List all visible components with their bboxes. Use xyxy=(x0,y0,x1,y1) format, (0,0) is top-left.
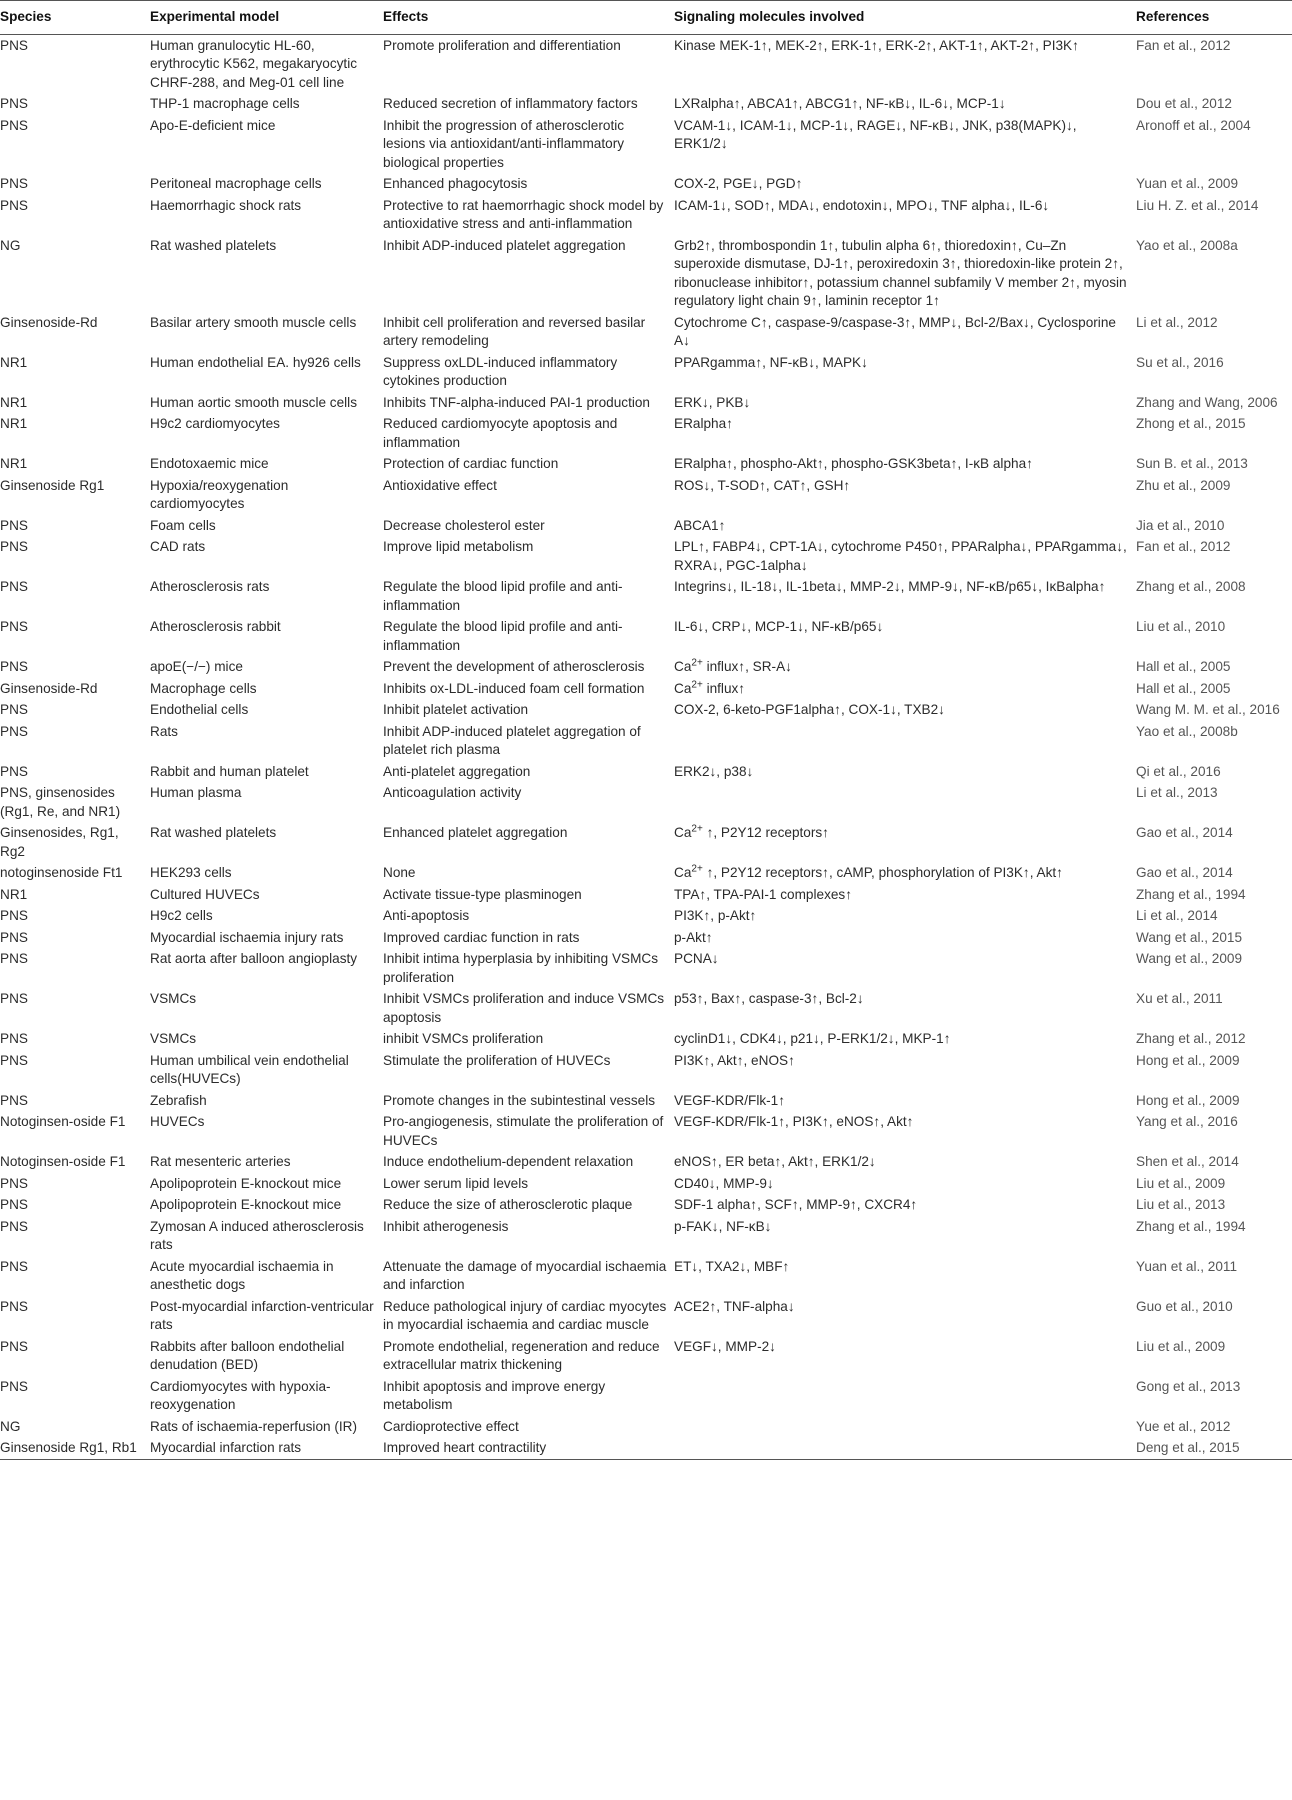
table-row xyxy=(0,1336,1292,1376)
cell-species: PNS xyxy=(0,37,28,53)
cell-effects: Anti-platelet aggregation xyxy=(383,763,531,779)
cell-species: notoginsenoside Ft1 xyxy=(0,865,123,880)
cell-species: NR1 xyxy=(0,394,28,410)
cell-species: NR1 xyxy=(0,354,28,370)
cell-experimental-model: Zebrafish xyxy=(150,1092,207,1108)
cell-reference: Zhang et al., 1994 xyxy=(1136,1218,1246,1234)
cell-signaling-molecules: ROS↓, T-SOD↑, CAT↑, GSH↑ xyxy=(674,477,851,493)
table-row xyxy=(0,1111,1292,1151)
cell-effects: Prevent the development of atherosclerosis xyxy=(383,659,645,674)
cell-species: PNS xyxy=(0,1052,28,1068)
cell-effects: Induce endothelium-dependent relaxation xyxy=(383,1154,634,1169)
cell-experimental-model: Basilar artery smooth muscle cells xyxy=(150,314,357,330)
cell-signaling-molecules xyxy=(674,1416,1136,1438)
cell-reference: Yao et al., 2008b xyxy=(1136,723,1238,739)
cell-species: PNS xyxy=(0,1298,28,1314)
cell-experimental-model: Human plasma xyxy=(150,785,242,800)
cell-signaling-molecules: Integrins↓, IL-18↓, IL-1beta↓, MMP-2↓, MMP-9↓, NF-κB/p65↓, IκBalpha↑ xyxy=(674,579,1106,594)
cell-reference: Gao et al., 2014 xyxy=(1136,865,1233,880)
table-row xyxy=(0,1173,1292,1195)
cell-species: NR1 xyxy=(0,456,28,471)
cell-signaling-molecules: $Ca^{2+}$ influx↑ xyxy=(674,678,746,696)
cell-experimental-model: HEK293 cells xyxy=(150,865,232,880)
cell-experimental-model: Post-myocardial infarction-ventricular rats xyxy=(150,1298,374,1332)
table-row xyxy=(0,475,1292,515)
cell-signaling-molecules: COX-2, PGE↓, PGD↑ xyxy=(674,176,803,191)
table-row xyxy=(0,173,1292,195)
cell-reference: Hall et al., 2005 xyxy=(1136,659,1231,674)
cell-effects: Antioxidative effect xyxy=(383,477,497,493)
cell-experimental-model: Atherosclerosis rabbit xyxy=(150,619,281,634)
cell-effects: Reduced cardiomyocyte apoptosis and inflammation xyxy=(383,416,618,450)
cell-effects: Anticoagulation activity xyxy=(383,785,522,800)
header-experimental-model: Experimental model xyxy=(150,1,383,35)
cell-signaling-molecules: LPL↑, FABP4↓, CPT-1A↓, cytochrome P450↑, PPARalpha↓, PPARgamma↓, RXRA↓, PGC-1alpha↓ xyxy=(674,539,1127,573)
cell-species: PNS xyxy=(0,763,28,779)
cell-effects: Promote proliferation and differentiation xyxy=(383,37,621,53)
cell-reference: Zhong et al., 2015 xyxy=(1136,416,1246,431)
table-row xyxy=(0,1151,1292,1173)
cell-effects: Inhibit atherogenesis xyxy=(383,1218,509,1234)
table-row xyxy=(0,782,1292,822)
cell-signaling-molecules: ET↓, TXA2↓, MBF↑ xyxy=(674,1258,790,1274)
table-row xyxy=(0,1296,1292,1336)
cell-reference: Deng et al., 2015 xyxy=(1136,1437,1292,1459)
cell-reference: Wang M. M. et al., 2016 xyxy=(1136,702,1280,717)
cell-species: PNS xyxy=(0,1175,28,1191)
cell-signaling-molecules: TPA↑, TPA-PAI-1 complexes↑ xyxy=(674,886,853,902)
cell-species: Notoginsen-oside F1 xyxy=(0,1114,126,1129)
cell-reference: Liu H. Z. et al., 2014 xyxy=(1136,197,1259,213)
cell-signaling-molecules: p-Akt↑ xyxy=(674,929,713,945)
cell-signaling-molecules: VEGF-KDR/Flk-1↑, PI3K↑, eNOS↑, Akt↑ xyxy=(674,1114,914,1129)
cell-reference: Yao et al., 2008a xyxy=(1136,237,1238,253)
cell-experimental-model: Haemorrhagic shock rats xyxy=(150,197,302,213)
cell-effects: Protective to rat haemorrhagic shock model by antioxidative stress and anti-inflammation xyxy=(383,197,664,231)
table-row xyxy=(0,948,1292,988)
cell-species: PNS xyxy=(0,908,28,923)
cell-effects: Inhibit platelet activation xyxy=(383,702,529,717)
cell-species: Ginsenoside Rg1, Rb1 xyxy=(0,1437,150,1459)
cell-effects: Inhibit ADP-induced platelet aggregation xyxy=(383,237,626,253)
cell-species: PNS xyxy=(0,1338,28,1354)
cell-experimental-model: Hypoxia/reoxygenation cardiomyocytes xyxy=(150,477,289,511)
cell-reference: Yue et al., 2012 xyxy=(1136,1418,1231,1434)
cell-reference: Li et al., 2012 xyxy=(1136,314,1218,330)
cell-signaling-molecules xyxy=(674,1437,1136,1459)
cell-effects: Promote endothelial, regeneration and reduce extracellular matrix thickening xyxy=(383,1338,660,1372)
cell-experimental-model: Human aortic smooth muscle cells xyxy=(150,394,357,410)
table-row xyxy=(0,699,1292,721)
table-row xyxy=(0,721,1292,761)
cell-experimental-model: Rat aorta after balloon angioplasty xyxy=(150,951,358,966)
cell-reference: Yang et al., 2016 xyxy=(1136,1114,1238,1129)
cell-experimental-model: Macrophage cells xyxy=(150,680,257,696)
table-row xyxy=(0,515,1292,537)
cell-species: PNS xyxy=(0,702,28,717)
cell-species: PNS xyxy=(0,659,28,674)
cell-reference: Jia et al., 2010 xyxy=(1136,517,1225,533)
cell-effects: Reduce the size of atherosclerotic plaque xyxy=(383,1197,633,1212)
cell-reference: Fan et al., 2012 xyxy=(1136,539,1231,554)
cell-signaling-molecules: SDF-1 alpha↑, SCF↑, MMP-9↑, CXCR4↑ xyxy=(674,1197,918,1212)
table-row xyxy=(0,1416,1292,1438)
cell-signaling-molecules: PI3K↑, p-Akt↑ xyxy=(674,908,757,923)
cell-reference: Xu et al., 2011 xyxy=(1136,991,1223,1006)
cell-effects: Improve lipid metabolism xyxy=(383,539,534,554)
cell-signaling-molecules: CD40↓, MMP-9↓ xyxy=(674,1175,774,1191)
table-row xyxy=(0,988,1292,1028)
cell-experimental-model: Foam cells xyxy=(150,517,216,533)
cell-experimental-model: Human umbilical vein endothelial cells(HUVECs) xyxy=(150,1052,349,1086)
cell-effects: Improved cardiac function in rats xyxy=(383,929,580,945)
cell-effects: Protection of cardiac function xyxy=(383,456,559,471)
cell-reference: Gong et al., 2013 xyxy=(1136,1378,1241,1394)
cell-signaling-molecules: p-FAK↓, NF-κB↓ xyxy=(674,1218,772,1234)
cell-experimental-model: Endothelial cells xyxy=(150,702,249,717)
cell-effects: Inhibit apoptosis and improve energy metabolism xyxy=(383,1378,606,1412)
cell-reference: Wang et al., 2009 xyxy=(1136,951,1243,966)
cell-signaling-molecules xyxy=(674,721,1136,761)
cell-signaling-molecules: PCNA↓ xyxy=(674,951,719,966)
cell-species: NG xyxy=(0,237,21,253)
cell-experimental-model: Myocardial ischaemia injury rats xyxy=(150,929,344,945)
cell-signaling-molecules: ACE2↑, TNF-alpha↓ xyxy=(674,1298,795,1314)
cell-species: PNS xyxy=(0,96,28,111)
cell-effects: Inhibit cell proliferation and reversed basilar artery remodeling xyxy=(383,314,646,348)
table-row xyxy=(0,656,1292,678)
cell-experimental-model: Rabbit and human platelet xyxy=(150,763,309,779)
table-row xyxy=(0,1028,1292,1050)
header-effects: Effects xyxy=(383,1,674,35)
cell-effects: Suppress oxLDL-induced inflammatory cytokines production xyxy=(383,354,618,388)
cell-species: PNS xyxy=(0,619,28,634)
table-body xyxy=(0,34,1292,1459)
cell-reference: Hong et al., 2009 xyxy=(1136,1052,1240,1068)
cell-effects: Decrease cholesterol ester xyxy=(383,517,545,533)
cell-experimental-model: Atherosclerosis rats xyxy=(150,579,270,594)
cell-species: PNS xyxy=(0,539,28,554)
cell-effects: Anti-apoptosis xyxy=(383,908,470,923)
table-row xyxy=(0,927,1292,949)
cell-reference: Hong et al., 2009 xyxy=(1136,1092,1240,1108)
table-row xyxy=(0,115,1292,174)
table-row xyxy=(0,1050,1292,1090)
cell-signaling-molecules: cyclinD1↓, CDK4↓, p21↓, P-ERK1/2↓, MKP-1↑ xyxy=(674,1031,951,1046)
cell-species: PNS, ginsenosides (Rg1, Re, and NR1) xyxy=(0,785,121,819)
cell-signaling-molecules: Cytochrome C↑, caspase-9/caspase-3↑, MMP↓, Bcl-2/Bax↓, Cyclosporine A↓ xyxy=(674,314,1116,348)
cell-reference: Sun B. et al., 2013 xyxy=(1136,456,1248,471)
cell-experimental-model: Rats xyxy=(150,723,178,739)
cell-species: PNS xyxy=(0,1258,28,1274)
cell-species: PNS xyxy=(0,197,28,213)
cell-signaling-molecules: ABCA1↑ xyxy=(674,517,726,533)
cell-reference: Yuan et al., 2009 xyxy=(1136,176,1239,191)
cell-species: PNS xyxy=(0,723,28,739)
cell-signaling-molecules: ERK2↓, p38↓ xyxy=(674,763,754,779)
cell-reference: Liu et al., 2009 xyxy=(1136,1338,1226,1354)
cell-species: PNS xyxy=(0,517,28,533)
cell-reference: Zhu et al., 2009 xyxy=(1136,477,1231,493)
cell-effects: Activate tissue-type plasminogen xyxy=(383,886,582,902)
cell-species: PNS xyxy=(0,176,28,191)
table-row xyxy=(0,413,1292,453)
cell-experimental-model: Apo-E-deficient mice xyxy=(150,117,276,133)
cell-experimental-model: Rat mesenteric arteries xyxy=(150,1154,291,1169)
cell-signaling-molecules: Kinase MEK-1↑, MEK-2↑, ERK-1↑, ERK-2↑, AKT-1↑, AKT-2↑, PI3K↑ xyxy=(674,37,1079,53)
table-row xyxy=(0,195,1292,235)
cell-species: PNS xyxy=(0,1092,28,1108)
cell-species: PNS xyxy=(0,929,28,945)
cell-reference: Dou et al., 2012 xyxy=(1136,96,1232,111)
cell-reference: Zhang et al., 2008 xyxy=(1136,579,1246,594)
table-row xyxy=(0,1376,1292,1416)
cell-signaling-molecules: IL-6↓, CRP↓, MCP-1↓, NF-κB/p65↓ xyxy=(674,619,884,634)
cell-effects: Cardioprotective effect xyxy=(383,1418,519,1434)
cell-species: Ginsenoside-Rd xyxy=(0,680,98,696)
cell-species: Notoginsen-oside F1 xyxy=(0,1154,126,1169)
table-row xyxy=(0,1216,1292,1256)
cell-reference: Li et al., 2013 xyxy=(1136,785,1218,800)
cell-experimental-model: Zymosan A induced atherosclerosis rats xyxy=(150,1218,364,1252)
cell-species: PNS xyxy=(0,1378,28,1394)
cell-effects: Pro-angiogenesis, stimulate the proliferation of HUVECs xyxy=(383,1114,664,1148)
header-references: References xyxy=(1136,1,1292,35)
cell-reference: Wang et al., 2015 xyxy=(1136,929,1243,945)
cell-signaling-molecules: eNOS↑, ER beta↑, Akt↑, ERK1/2↓ xyxy=(674,1154,876,1169)
cell-species: PNS xyxy=(0,117,28,133)
cell-reference: Qi et al., 2016 xyxy=(1136,763,1221,779)
cell-signaling-molecules: VEGF-KDR/Flk-1↑ xyxy=(674,1092,786,1108)
cell-signaling-molecules: VCAM-1↓, ICAM-1↓, MCP-1↓, RAGE↓, NF-κB↓, JNK, p38(MAPK)↓, ERK1/2↓ xyxy=(674,117,1077,151)
table-row xyxy=(0,576,1292,616)
cell-experimental-model: Apolipoprotein E-knockout mice xyxy=(150,1197,342,1212)
cell-species: NR1 xyxy=(0,886,28,902)
cell-experimental-model: Rat washed platelets xyxy=(150,237,277,253)
cell-reference: Liu et al., 2010 xyxy=(1136,619,1226,634)
cell-reference: Guo et al., 2010 xyxy=(1136,1298,1233,1314)
cell-signaling-molecules xyxy=(674,1376,1136,1416)
header-species: Species xyxy=(0,1,150,35)
cell-experimental-model: H9c2 cells xyxy=(150,908,213,923)
cell-reference: Gao et al., 2014 xyxy=(1136,825,1233,840)
table-row xyxy=(0,93,1292,115)
cell-experimental-model: H9c2 cardiomyocytes xyxy=(150,416,280,431)
table-row xyxy=(0,905,1292,927)
table-row xyxy=(0,34,1292,93)
cell-experimental-model: VSMCs xyxy=(150,991,197,1006)
cell-experimental-model: Apolipoprotein E-knockout mice xyxy=(150,1175,342,1191)
table-row xyxy=(0,1194,1292,1216)
cell-effects: Inhibits ox-LDL-induced foam cell formation xyxy=(383,680,645,696)
cell-experimental-model: Human granulocytic HL-60, erythrocytic K562, megakaryocytic CHRF-288, and Meg-01 cell line xyxy=(150,37,358,90)
cell-species: Ginsenosides, Rg1, Rg2 xyxy=(0,825,119,859)
table-row xyxy=(0,1256,1292,1296)
cell-species: PNS xyxy=(0,1218,28,1234)
cell-species: Ginsenoside-Rd xyxy=(0,314,98,330)
table-row xyxy=(0,1090,1292,1112)
cell-signaling-molecules: LXRalpha↑, ABCA1↑, ABCG1↑, NF-κB↓, IL-6↓, MCP-1↓ xyxy=(674,96,1006,111)
cell-effects: Enhanced platelet aggregation xyxy=(383,825,568,840)
cell-effects: Attenuate the damage of myocardial ischaemia and infarction xyxy=(383,1258,667,1292)
cell-reference: Li et al., 2014 xyxy=(1136,908,1218,923)
cell-reference: Zhang et al., 2012 xyxy=(1136,1031,1246,1046)
cell-reference: Aronoff et al., 2004 xyxy=(1136,117,1251,133)
cell-effects: Inhibit the progression of atherosclerotic lesions via antioxidant/anti-inflammatory biological properties xyxy=(383,117,625,170)
cell-experimental-model: Human endothelial EA. hy926 cells xyxy=(150,354,361,370)
cell-signaling-molecules: Grb2↑, thrombospondin 1↑, tubulin alpha 6↑, thioredoxin↑, Cu–Zn superoxide dismutase, DJ-1↑, peroxiredoxin 3↑, thioredoxin-like protein 2↑, ribonuclease inhibitor↑, potassium channel subfamily V member 2↑, myosin regulatory light chain 9↑, laminin receptor 1↑ xyxy=(674,237,1127,308)
cell-signaling-molecules: ICAM-1↓, SOD↑, MDA↓, endotoxin↓, MPO↓, TNF alpha↓, IL-6↓ xyxy=(674,197,1050,213)
cell-signaling-molecules xyxy=(674,782,1136,822)
cell-reference: Fan et al., 2012 xyxy=(1136,37,1231,53)
cell-signaling-molecules: ERalpha↑ xyxy=(674,416,733,431)
cell-effects: Regulate the blood lipid profile and anti-inflammation xyxy=(383,579,623,613)
cell-effects: inhibit VSMCs proliferation xyxy=(383,1031,544,1046)
table-row xyxy=(0,822,1292,862)
cell-experimental-model: Rats of ischaemia-reperfusion (IR) xyxy=(150,1418,357,1434)
table-row xyxy=(0,884,1292,906)
cell-effects: Reduced secretion of inflammatory factors xyxy=(383,96,638,111)
cell-species: PNS xyxy=(0,1031,28,1046)
cell-effects: Inhibit VSMCs proliferation and induce VSMCs apoptosis xyxy=(383,991,665,1025)
cell-signaling-molecules: $Ca^{2+}$ ↑, P2Y12 receptors↑, cAMP, phosphorylation of PI3K↑, Akt↑ xyxy=(674,863,1063,880)
cell-signaling-molecules: $Ca^{2+}$ ↑, P2Y12 receptors↑ xyxy=(674,823,829,840)
table-row xyxy=(0,312,1292,352)
cell-experimental-model: Rabbits after balloon endothelial denudation (BED) xyxy=(150,1338,345,1372)
cell-species: PNS xyxy=(0,579,28,594)
cell-reference: Liu et al., 2013 xyxy=(1136,1197,1226,1212)
cell-effects: Inhibits TNF-alpha-induced PAI-1 production xyxy=(383,394,650,410)
header-signaling-molecules: Signaling molecules involved xyxy=(674,1,1136,35)
cell-signaling-molecules: p53↑, Bax↑, caspase-3↑, Bcl-2↓ xyxy=(674,991,864,1006)
table-row xyxy=(0,536,1292,576)
cell-experimental-model: Acute myocardial ischaemia in anesthetic dogs xyxy=(150,1258,334,1292)
cell-signaling-molecules: ERK↓, PKB↓ xyxy=(674,394,751,410)
cell-experimental-model: Cardiomyocytes with hypoxia-reoxygenation xyxy=(150,1378,331,1412)
cell-signaling-molecules: COX-2, 6-keto-PGF1alpha↑, COX-1↓, TXB2↓ xyxy=(674,702,945,717)
cell-effects: Regulate the blood lipid profile and anti-inflammation xyxy=(383,619,623,653)
cell-signaling-molecules: PI3K↑, Akt↑, eNOS↑ xyxy=(674,1052,795,1068)
cell-effects: Stimulate the proliferation of HUVECs xyxy=(383,1052,611,1068)
table-row xyxy=(0,862,1292,884)
cell-experimental-model: Endotoxaemic mice xyxy=(150,456,269,471)
cell-experimental-model: apoE(−/−) mice xyxy=(150,659,243,674)
cell-species: Ginsenoside Rg1 xyxy=(0,477,105,493)
cell-signaling-molecules: VEGF↓, MMP-2↓ xyxy=(674,1338,776,1354)
cell-experimental-model: Rat washed platelets xyxy=(150,825,277,840)
cell-species: NG xyxy=(0,1418,21,1434)
cell-reference: Zhang and Wang, 2006 xyxy=(1136,394,1278,410)
cell-effects: Inhibit ADP-induced platelet aggregation of platelet rich plasma xyxy=(383,723,641,757)
cell-effects: Promote changes in the subintestinal vessels xyxy=(383,1092,656,1108)
cell-signaling-molecules: PPARgamma↑, NF-κB↓, MAPK↓ xyxy=(674,354,868,370)
cell-reference: Zhang et al., 1994 xyxy=(1136,886,1246,902)
table-header xyxy=(0,1,1292,35)
cell-effects: Inhibit intima hyperplasia by inhibiting VSMCs proliferation xyxy=(383,951,659,985)
cell-reference: Shen et al., 2014 xyxy=(1136,1154,1239,1169)
cell-experimental-model: THP-1 macrophage cells xyxy=(150,96,300,111)
cell-reference: Su et al., 2016 xyxy=(1136,354,1224,370)
cell-species: NR1 xyxy=(0,416,28,431)
cell-effects: Lower serum lipid levels xyxy=(383,1175,529,1191)
cell-species: PNS xyxy=(0,951,28,966)
header-row xyxy=(0,1,1292,35)
table-row xyxy=(0,1437,1292,1459)
table-row xyxy=(0,453,1292,475)
cell-experimental-model: Myocardial infarction rats xyxy=(150,1437,383,1459)
cell-species: PNS xyxy=(0,1197,28,1212)
cell-experimental-model: Peritoneal macrophage cells xyxy=(150,176,322,191)
table-row xyxy=(0,616,1292,656)
cell-signaling-molecules: $Ca^{2+}$ influx↑, SR-A↓ xyxy=(674,657,792,674)
cell-experimental-model: Cultured HUVECs xyxy=(150,886,260,902)
cell-experimental-model: CAD rats xyxy=(150,539,206,554)
cell-experimental-model: HUVECs xyxy=(150,1114,205,1129)
cell-experimental-model: VSMCs xyxy=(150,1031,197,1046)
cell-effects: Enhanced phagocytosis xyxy=(383,176,528,191)
table-row xyxy=(0,235,1292,312)
cell-species: PNS xyxy=(0,991,28,1006)
table-row xyxy=(0,761,1292,783)
cell-effects: Reduce pathological injury of cardiac myocytes in myocardial ischaemia and cardiac muscle xyxy=(383,1298,667,1332)
table-row xyxy=(0,392,1292,414)
table-row xyxy=(0,678,1292,700)
cell-signaling-molecules: ERalpha↑, phospho-Akt↑, phospho-GSK3beta↑, I-κB alpha↑ xyxy=(674,456,1033,471)
cell-reference: Hall et al., 2005 xyxy=(1136,680,1231,696)
cell-effects: Improved heart contractility xyxy=(383,1437,674,1459)
cell-reference: Yuan et al., 2011 xyxy=(1136,1258,1238,1274)
cell-reference: Liu et al., 2009 xyxy=(1136,1175,1226,1191)
cell-effects: None xyxy=(383,865,416,880)
table-row xyxy=(0,352,1292,392)
